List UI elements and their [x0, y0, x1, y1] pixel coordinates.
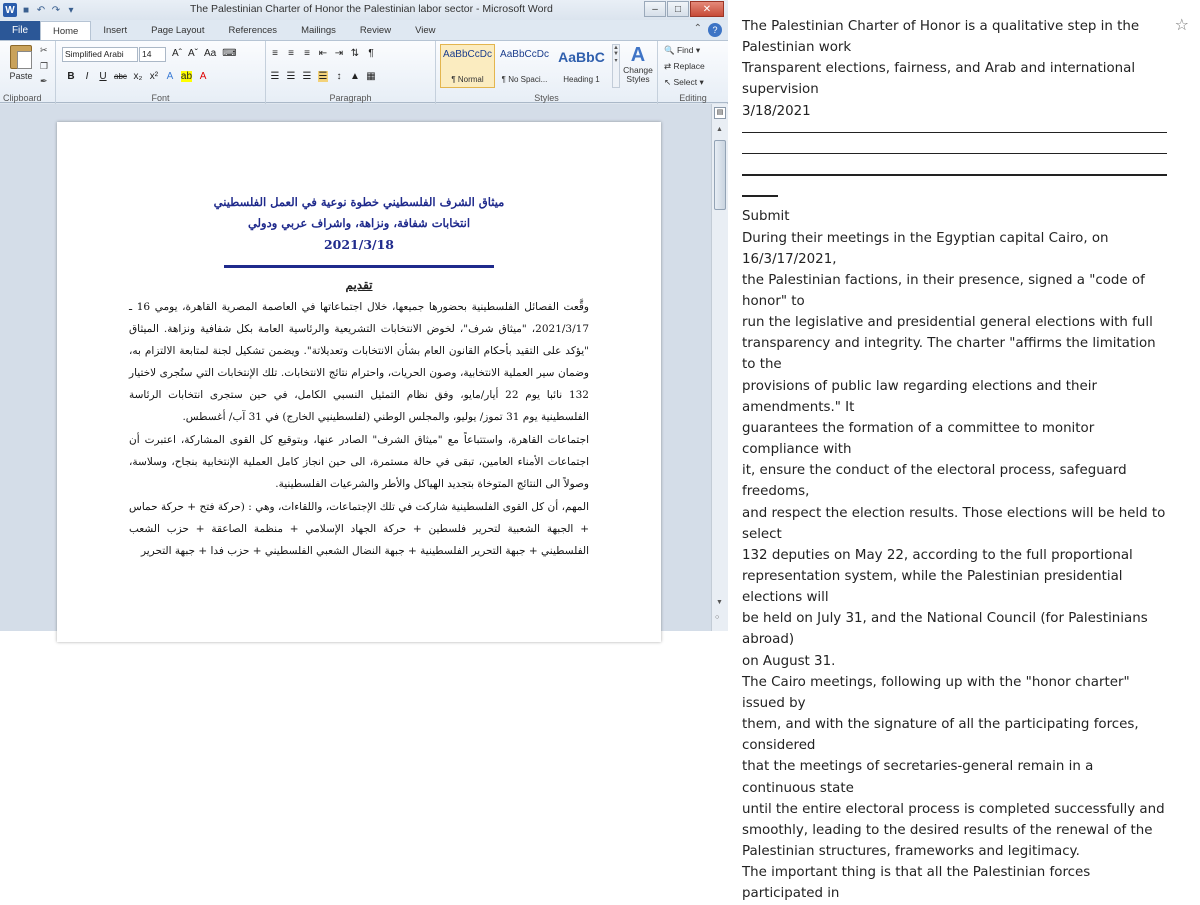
text-line: The important thing is that all the Palestinian forces participated in [742, 865, 1091, 902]
star-icon[interactable]: ☆ [1174, 17, 1189, 34]
clipboard-group [0, 41, 56, 104]
tab-home[interactable]: Home [40, 21, 91, 40]
font-name-box[interactable]: Simplified Arabi [62, 47, 138, 62]
paragraph-align-controls [270, 71, 376, 82]
find-label: Find [676, 45, 694, 55]
text-line: until the entire electoral process is completed successfully and [742, 801, 1165, 817]
text-line: supervision [742, 82, 819, 98]
italic-icon[interactable]: I [85, 71, 89, 82]
paragraph-list-controls [270, 48, 376, 59]
replace-label: Replace [673, 61, 705, 71]
paste-label: Paste [9, 71, 33, 81]
text-line: on August 31. [742, 653, 836, 669]
doc-date: 2021/3/18 [323, 237, 394, 252]
styles-group-label: Styles [534, 93, 559, 103]
text-line: 3/18/2021 [742, 103, 811, 119]
close-button[interactable]: ✕ [690, 1, 724, 17]
editing-group-label: Editing [679, 93, 707, 103]
change-styles-label: Change Styles [623, 65, 653, 84]
highlight-icon[interactable]: ab [180, 71, 193, 82]
cut-icon[interactable]: ✂ [40, 45, 48, 55]
text-line: Submit [742, 209, 790, 225]
shrink-font-icon[interactable]: Aˇ [188, 48, 198, 59]
separator-line [742, 122, 1167, 143]
change-styles-button[interactable] [620, 44, 656, 88]
doc-paragraph: المهم، أن كل القوى الفلسطينية شاركت في تلك الإجتماعات، واللقاءات، وهي : (حركة فتح + حركة حماس + الجبهة الشعبية لتحرير فلسطين + حركة الجهاد الإسلامي + منظمة الصاعقة + حزب الشعب الفلسطيني + جبهة التحرير الفلسطينية + جبهة النضال الشعبي الفلسطيني + حزب فدا + جبهة التحرير [129, 501, 589, 557]
text-line: 132 deputies on May 22, according to the full proportional [742, 547, 1133, 563]
clipboard-icon [10, 45, 32, 69]
bold-icon[interactable]: B [67, 71, 75, 82]
text-line: provisions of public law regarding elections and their amendments." It [742, 378, 1097, 415]
find-button[interactable]: 🔍 Find ▾ [664, 45, 701, 55]
superscript-icon[interactable]: x² [149, 71, 159, 82]
style-name: ¶ No Spaci... [501, 75, 548, 84]
bullets-icon[interactable]: ≡ [272, 48, 278, 59]
doc-subtitle: انتخابات شفافة، ونزاهة، واشراف عربي ودولي [247, 216, 471, 230]
line-spacing-icon[interactable]: ↕ [336, 71, 342, 82]
maximize-button[interactable]: □ [667, 1, 689, 17]
font-size-box[interactable]: 14 [139, 47, 166, 62]
font-color-icon[interactable]: A [199, 71, 207, 82]
styles-gallery [440, 44, 612, 88]
document-workspace [0, 104, 711, 631]
ribbon-extras [694, 23, 722, 37]
minimize-ribbon-icon[interactable]: ⌃ [693, 23, 702, 34]
tab-review[interactable]: Review [359, 25, 392, 36]
multilevel-list-icon[interactable]: ≡ [304, 48, 310, 59]
select-label: Select [673, 77, 698, 87]
style-name: Heading 1 [563, 75, 600, 84]
ribbon-tabs [0, 20, 728, 40]
translation-panel [729, 0, 1200, 902]
separator-line [742, 185, 1167, 206]
quick-access-toolbar [0, 3, 77, 17]
doc-title: ميثاق الشرف الفلسطيني خطوة نوعية في العمل الفلسطيني [213, 195, 505, 209]
translation-text [742, 16, 1167, 905]
copy-icon[interactable]: ❐ [40, 61, 49, 71]
scroll-up-icon[interactable]: ▲ [716, 126, 723, 133]
customize-qat-icon[interactable]: ▾ [68, 4, 74, 16]
decrease-indent-icon[interactable]: ⇤ [318, 48, 328, 59]
style-preview: AaBbC [558, 49, 605, 65]
text-line: Palestinian work [742, 40, 852, 56]
styles-gallery-scroll[interactable]: ▲ ▼ ▾ [612, 44, 620, 88]
text-line: Transparent elections, fairness, and Arab and international [742, 61, 1136, 77]
borders-icon[interactable]: ▦ [366, 71, 376, 82]
text-line: Palestinian structures, frameworks and legitimacy. [742, 844, 1080, 860]
shading-icon[interactable]: ▲ [350, 71, 360, 82]
paragraph-group-label: Paragraph [329, 93, 372, 103]
clear-format-icon[interactable]: ⌨ [222, 48, 237, 59]
font-format-controls [66, 71, 208, 82]
style-preview: AaBbCcDc [500, 49, 549, 60]
redo-icon[interactable]: ↷ [51, 4, 61, 16]
doc-divider [224, 265, 494, 268]
align-right-icon[interactable]: ☰ [302, 71, 312, 82]
doc-paragraph: اجتماعات القاهرة، واستتباعاً مع "ميثاق الشرف" الصادر عنها، وبتوقيع كل القوى المشاركة، اعتبرت أن اجتماعات الأمناء العامين، تبقى في حالة مستمرة، الى حين انجاز كامل العملية الإنتخابية بنجاح، وسلاسة، وصولاً الى النتائج المتوخاة بتجديد الهياكل والأطر والشرعيات الفلسطينية. [129, 434, 589, 490]
save-icon[interactable]: ■ [22, 4, 30, 16]
scrollbar-thumb[interactable] [714, 140, 726, 210]
increase-indent-icon[interactable]: ⇥ [334, 48, 344, 59]
text-line: transparency and integrity. The charter "affirms the limitation to the [742, 336, 1156, 373]
text-line: be held on July 31, and the National Council (for Palestinians abroad) [742, 611, 1148, 648]
strikethrough-icon[interactable]: abc [114, 72, 127, 81]
text-line: During their meetings in the Egyptian capital Cairo, on 16/3/17/2021, [742, 230, 1109, 267]
grow-font-icon[interactable]: Aˆ [172, 48, 182, 59]
tab-page-layout[interactable]: Page Layout [151, 25, 205, 36]
text-line: guarantees the formation of a committee to monitor compliance with [742, 420, 1095, 458]
text-line: run the legislative and presidential general elections with full [742, 315, 1153, 331]
clipboard-group-label: Clipboard [3, 93, 42, 103]
text-line: The Cairo meetings, following up with the "honor charter" issued by [742, 674, 1130, 711]
text-line: the Palestinian factions, in their presence, signed a "code of honor" to [742, 272, 1145, 309]
text-line: smoothly, leading to the desired results of the renewal of the [742, 822, 1153, 838]
underline-icon[interactable]: U [99, 71, 107, 82]
numbering-icon[interactable]: ≡ [288, 48, 294, 59]
text-line: that the meetings of secretaries-general remain in a continuous state [742, 759, 1094, 796]
doc-paragraph: وقَّعت الفصائل الفلسطينية بحضورها جميعها، خلال اجتماعاتها في العاصمة المصرية القاهرة، يومي 16 ـ 2021/3/17، "ميثاق شرف"، لخوض الانتخابات التشريعية والرئاسية العامة بكل شفافية ونزاهة. الميثاق "يؤكد على التقيد بأحكام القانون العام بشأن الانتخابات وتعديلاتة". ويضمن تشكيل لجنة لمتابعة الالتزام به، وضمان سير العملية الانتخابية، وصون الحريات، واحترام نتائج الانتخابات. تلك الإنتخابات التي ستُجرى لاختيار 132 نائبا يوم 22 أيار/مايو، وفق نظام التمثيل النسبي الكامل، في حين ستجرى انتخابات الرئاسة الفلسطينية يوم 31 تموز/ يوليو، والمجلس الوطني (لفلسطينيي الخارج) في 31 آب/ أغسطس. [129, 301, 589, 423]
text-line: representation system, while the Palestinian presidential elections will [742, 569, 1123, 606]
tab-references[interactable]: References [228, 25, 278, 36]
ribbon [0, 40, 728, 103]
change-case-icon[interactable]: Aa [204, 48, 217, 59]
align-left-icon[interactable]: ☰ [270, 71, 280, 82]
font-size-controls [172, 48, 237, 59]
window-title: The Palestinian Charter of Honor the Palestinian labor sector - Microsoft Word [190, 3, 553, 15]
format-painter-icon[interactable]: ✒ [40, 76, 48, 86]
subscript-icon[interactable]: x₂ [133, 71, 143, 82]
separator-line [742, 143, 1167, 164]
align-center-icon[interactable]: ☰ [286, 71, 296, 82]
window-controls [644, 1, 724, 17]
tab-file[interactable]: File [0, 21, 40, 40]
sort-icon[interactable]: ⇅ [350, 48, 360, 59]
style-normal[interactable] [440, 44, 495, 88]
undo-icon[interactable]: ↶ [36, 4, 46, 16]
style-preview: AaBbCcDc [443, 49, 492, 60]
tab-mailings[interactable]: Mailings [301, 25, 336, 36]
vertical-scrollbar[interactable] [711, 104, 728, 631]
word-app-icon[interactable]: W [3, 3, 17, 17]
show-marks-icon[interactable]: ¶ [368, 48, 374, 59]
document-body[interactable] [129, 192, 589, 563]
change-styles-icon: A [630, 44, 646, 66]
help-icon[interactable]: ? [708, 23, 722, 37]
view-ruler-icon[interactable]: ▤ [714, 107, 726, 119]
style-no-spacing[interactable] [497, 44, 552, 88]
select-browse-object-icon[interactable]: ○ [715, 614, 720, 621]
doc-section-heading: تقديم [345, 278, 373, 292]
scroll-down-icon[interactable]: ▼ [716, 599, 723, 606]
document-page[interactable] [57, 122, 661, 642]
font-group-label: Font [151, 93, 170, 103]
separator-line [742, 164, 1167, 185]
text-line: it, ensure the conduct of the electoral process, safeguard freedoms, [742, 463, 1127, 500]
replace-button[interactable]: ⇄ Replace [664, 61, 705, 71]
title-bar [0, 0, 728, 20]
minimize-button[interactable]: – [644, 1, 666, 17]
style-name: ¶ Normal [451, 75, 484, 84]
text-line: The Palestinian Charter of Honor is a qualitative step in the [742, 19, 1140, 34]
paste-button[interactable] [6, 45, 36, 85]
text-line: and respect the election results. Those elections will be held to select [742, 505, 1166, 542]
justify-icon[interactable]: ☰ [318, 71, 328, 82]
style-heading-1[interactable] [554, 44, 609, 88]
text-effects-icon[interactable]: A [166, 71, 174, 82]
text-line: them, and with the signature of all the participating forces, considered [742, 717, 1139, 754]
tab-insert[interactable]: Insert [103, 25, 128, 36]
tab-view[interactable]: View [415, 25, 436, 36]
select-button[interactable]: ↖ Select ▾ [664, 77, 704, 87]
word-window [0, 0, 728, 631]
